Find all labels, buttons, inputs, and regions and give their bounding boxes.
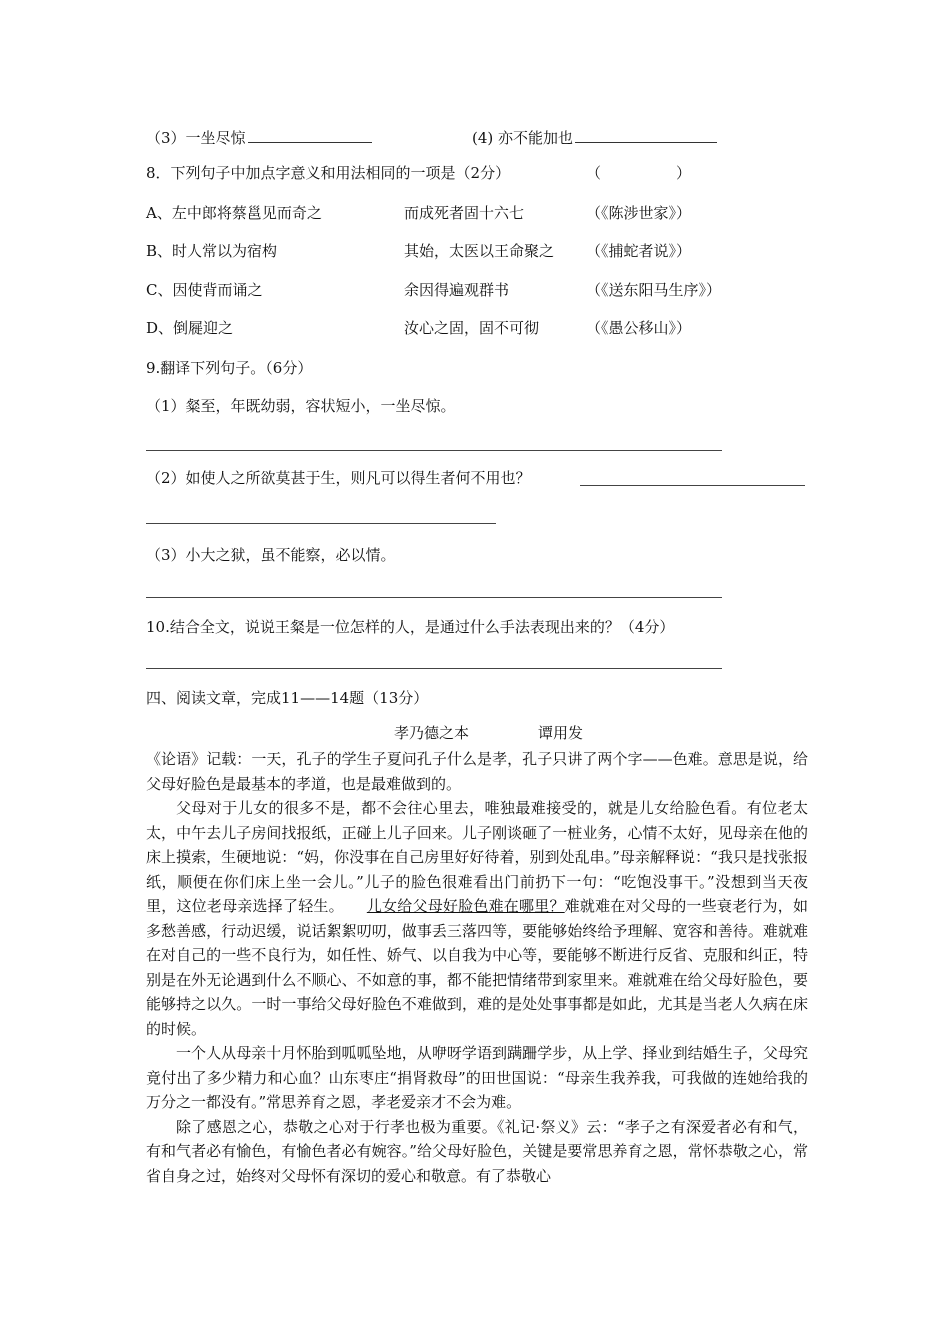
q8-option-c-compare: 余因得遍观群书 xyxy=(404,281,510,299)
q10-question: 10.结合全文，说说王粲是一位怎样的人，是通过什么手法表现出来的？（4分） xyxy=(146,618,675,636)
answer-line[interactable] xyxy=(146,523,496,524)
paragraph-1: 《论语》记载：一天，孔子的学生子夏问孔子什么是孝，孔子只讲了两个字——色难。意思是说，给父母好脸色是最基本的孝道，也是最难做到的。 xyxy=(146,750,808,793)
article-body xyxy=(146,747,808,1188)
answer-line[interactable] xyxy=(580,485,805,486)
answer-line[interactable] xyxy=(146,668,722,669)
q8-option-b-label: B、时人常以为宿构 xyxy=(146,242,278,260)
q9-sentence-2: （2）如使人之所欲莫甚于生，则凡可以得生者何不用也？ xyxy=(146,469,531,487)
q8-option-a-compare: 而成死者固十六七 xyxy=(404,204,525,222)
paragraph-3: 一个人从母亲十月怀胎到呱呱坠地，从咿呀学语到蹒跚学步，从上学、择业到结婚生子，父母究竟付出了多少精力和心血？山东枣庄“捐肾救母”的田世国说：“母亲生我养我，可我做的连她给我的万分之一都没有。”常思养育之恩，孝老爱亲才不会为难。 xyxy=(146,1044,808,1111)
article-title: 孝乃德之本 xyxy=(394,724,470,742)
q7-item-4-text: (4) 亦不能加也 xyxy=(472,129,574,147)
q8-option-a-source: （《陈涉世家》） xyxy=(586,204,692,222)
q9-sentence-1: （1）粲至，年既幼弱，容状短小，一坐尽惊。 xyxy=(146,397,456,415)
paragraph-2-part-1: 父母对于儿女的很多不是，都不会往心里去，唯独最难接受的，就是儿女给脸色看。有位老太太，中午去儿子房间找报纸，正碰上儿子回来。儿子刚谈砸了一桩业务，心情不太好，见母亲在他的床上摸索，生硬地说：“妈，你没事在自己房里好好待着，别到处乱串。”母亲解释说：“我只是找张报纸，顺便在你们床上坐一会儿。”儿子的脸色很难看出门前扔下一句：“吃饱没事干。”没想到当天夜里，这位老母亲选择了轻生。 xyxy=(146,799,808,915)
q8-option-c-label: C、因使背而诵之 xyxy=(146,281,263,299)
answer-blank[interactable] xyxy=(575,128,717,143)
q8-option-a-label: A、左中郎将蔡邕见而奇之 xyxy=(146,204,322,222)
q9-question: 9.翻译下列句子。（6分） xyxy=(146,359,313,377)
answer-line[interactable] xyxy=(146,597,722,598)
q8-option-d-source: （《愚公移山》） xyxy=(586,319,692,337)
paragraph-4: 除了感恩之心，恭敬之心对于行孝也极为重要。《礼记·祭义》云：“孝子之有深爱者必有和气，有和气者必有愉色，有愉色者必有婉容。”给父母好脸色，关键是要常思养育之恩，常怀恭敬之心，常省自身之过，始终对父母怀有深切的爱心和敬意。有了恭敬心 xyxy=(146,1117,808,1185)
q8-option-c-source: （《送东阳马生序》） xyxy=(586,281,722,299)
q9-sentence-3: （3）小大之狱，虽不能察，必以情。 xyxy=(146,546,396,564)
q8-answer-paren[interactable]: （ ） xyxy=(586,164,692,182)
paragraph-2 xyxy=(146,796,808,1041)
q8-option-d-compare: 汝心之固，固不可彻 xyxy=(404,319,540,337)
article-author: 谭用发 xyxy=(538,724,584,742)
paragraph-2-part-2: 难就难在对父母的一些衰老行为，如多愁善感，行动迟缓，说话絮絮叨叨，做事丢三落四等，要能够始终给予理解、宽容和善待。难就难在对自己的一些不良行为，如任性、娇气、以自我为中心等，要能够不断进行反省、克服和纠正，特别是在外无论遇到什么不顺心、不如意的事，都不能把情绪带到家里来。难就难在给父母好脸色，要能够持之以久。一时一事给父母好脸色不难做到，难的是处处事事都是如此，尤其是当老人久病在床的时候。 xyxy=(146,897,808,1038)
q7-item-4 xyxy=(472,128,717,148)
q7-item-3-text: （3）一坐尽惊 xyxy=(146,129,246,147)
q8-option-b-compare: 其始，太医以王命聚之 xyxy=(404,242,555,260)
answer-line[interactable] xyxy=(146,450,722,451)
answer-blank[interactable] xyxy=(248,128,372,143)
q8-question: 8．下列句子中加点字意义和用法相同的一项是（2分） xyxy=(146,164,511,182)
underlined-question: 儿女给父母好脸色难在哪里？ xyxy=(366,897,565,915)
q7-item-3 xyxy=(146,128,372,148)
q8-option-b-source: （《捕蛇者说》） xyxy=(586,242,692,260)
q8-option-d-label: D、倒屣迎之 xyxy=(146,319,234,337)
section-heading: 四、阅读文章，完成11——14题（13分） xyxy=(146,689,429,707)
